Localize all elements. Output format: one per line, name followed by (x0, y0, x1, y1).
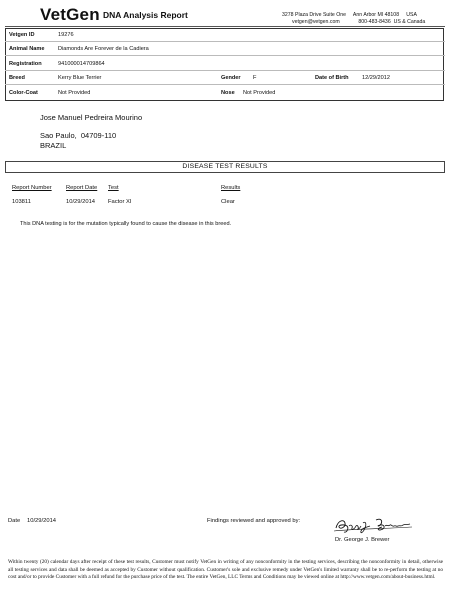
signer-name: Dr. George J. Brewer (335, 537, 390, 543)
company-contact: vetgen@vetgen.com 800-483-8436 US & Canada (292, 19, 426, 25)
report-title: DNA Analysis Report (103, 10, 188, 20)
row-divider (5, 70, 445, 71)
disclaimer-text: Within twenty (20) calendar days after receipt of these test results, Customer must notify VetGen in writing of any nonconformity in the testing services, describing the nonconformity in detail, otherwise all testing services and data shall be deemed as accepted by Customer without qualification. Customer's sole and exclusive remedy under VetGen's limited warranty shall be to re-perform the testing at no cost and/or to provide Customer with a full refund for the purchase price of the test. The entire VetGen, LLC Terms and Conditions may be viewed online at http://www.vetgen.com/about-business.html. (8, 559, 443, 581)
owner-city: Sao Paulo, 04709-110 (40, 131, 117, 140)
registration-label: Registration (9, 61, 42, 67)
row-divider (5, 41, 445, 42)
date-label: Date (8, 518, 21, 524)
cell-test: Factor XI (108, 199, 132, 205)
animal-name-value: Diamonds Are Forever de la Cadiera (58, 46, 149, 52)
vetgen-logo: VetGen (40, 5, 100, 24)
findings-label: Findings reviewed and approved by: (207, 518, 301, 524)
row-divider (5, 84, 445, 85)
header-divider (5, 26, 445, 27)
row-divider (5, 55, 445, 56)
color-coat-label: Color-Coat (9, 90, 38, 96)
vetgen-id-value: 19276 (58, 32, 74, 38)
cell-report-date: 10/29/2014 (66, 199, 96, 205)
date-value: 10/29/2014 (27, 518, 57, 524)
cell-report-number: 103811 (12, 199, 31, 205)
gender-value: F (253, 75, 257, 81)
nose-label: Nose (221, 90, 235, 96)
animal-name-label: Animal Name (9, 46, 45, 52)
vetgen-id-label: Vetgen ID (9, 32, 35, 38)
col-header-results: Results (221, 185, 241, 191)
dob-label: Date of Birth (315, 75, 349, 81)
results-section-title: DISEASE TEST RESULTS (182, 163, 268, 170)
dob-value: 12/29/2012 (362, 75, 390, 81)
owner-country: BRAZIL (40, 141, 67, 150)
breed-value: Kerry Blue Terrier (58, 75, 102, 81)
owner-name: Jose Manuel Pedreira Mourino (40, 113, 143, 122)
breed-label: Breed (9, 75, 25, 81)
nose-value: Not Provided (243, 90, 276, 96)
results-note: This DNA testing is for the mutation typically found to cause the disease in this breed. (20, 221, 232, 227)
company-address: 3278 Plaza Drive Suite One Ann Arbor MI 48108 USA (282, 12, 417, 18)
registration-value: 941000014709864 (58, 61, 105, 67)
col-header-report-date: Report Date (66, 185, 98, 191)
col-header-report-number: Report Number (12, 185, 52, 191)
col-header-test: Test (108, 185, 119, 191)
gender-label: Gender (221, 75, 241, 81)
color-coat-value: Not Provided (58, 90, 91, 96)
signature (330, 514, 415, 536)
cell-result: Clear (221, 199, 235, 205)
